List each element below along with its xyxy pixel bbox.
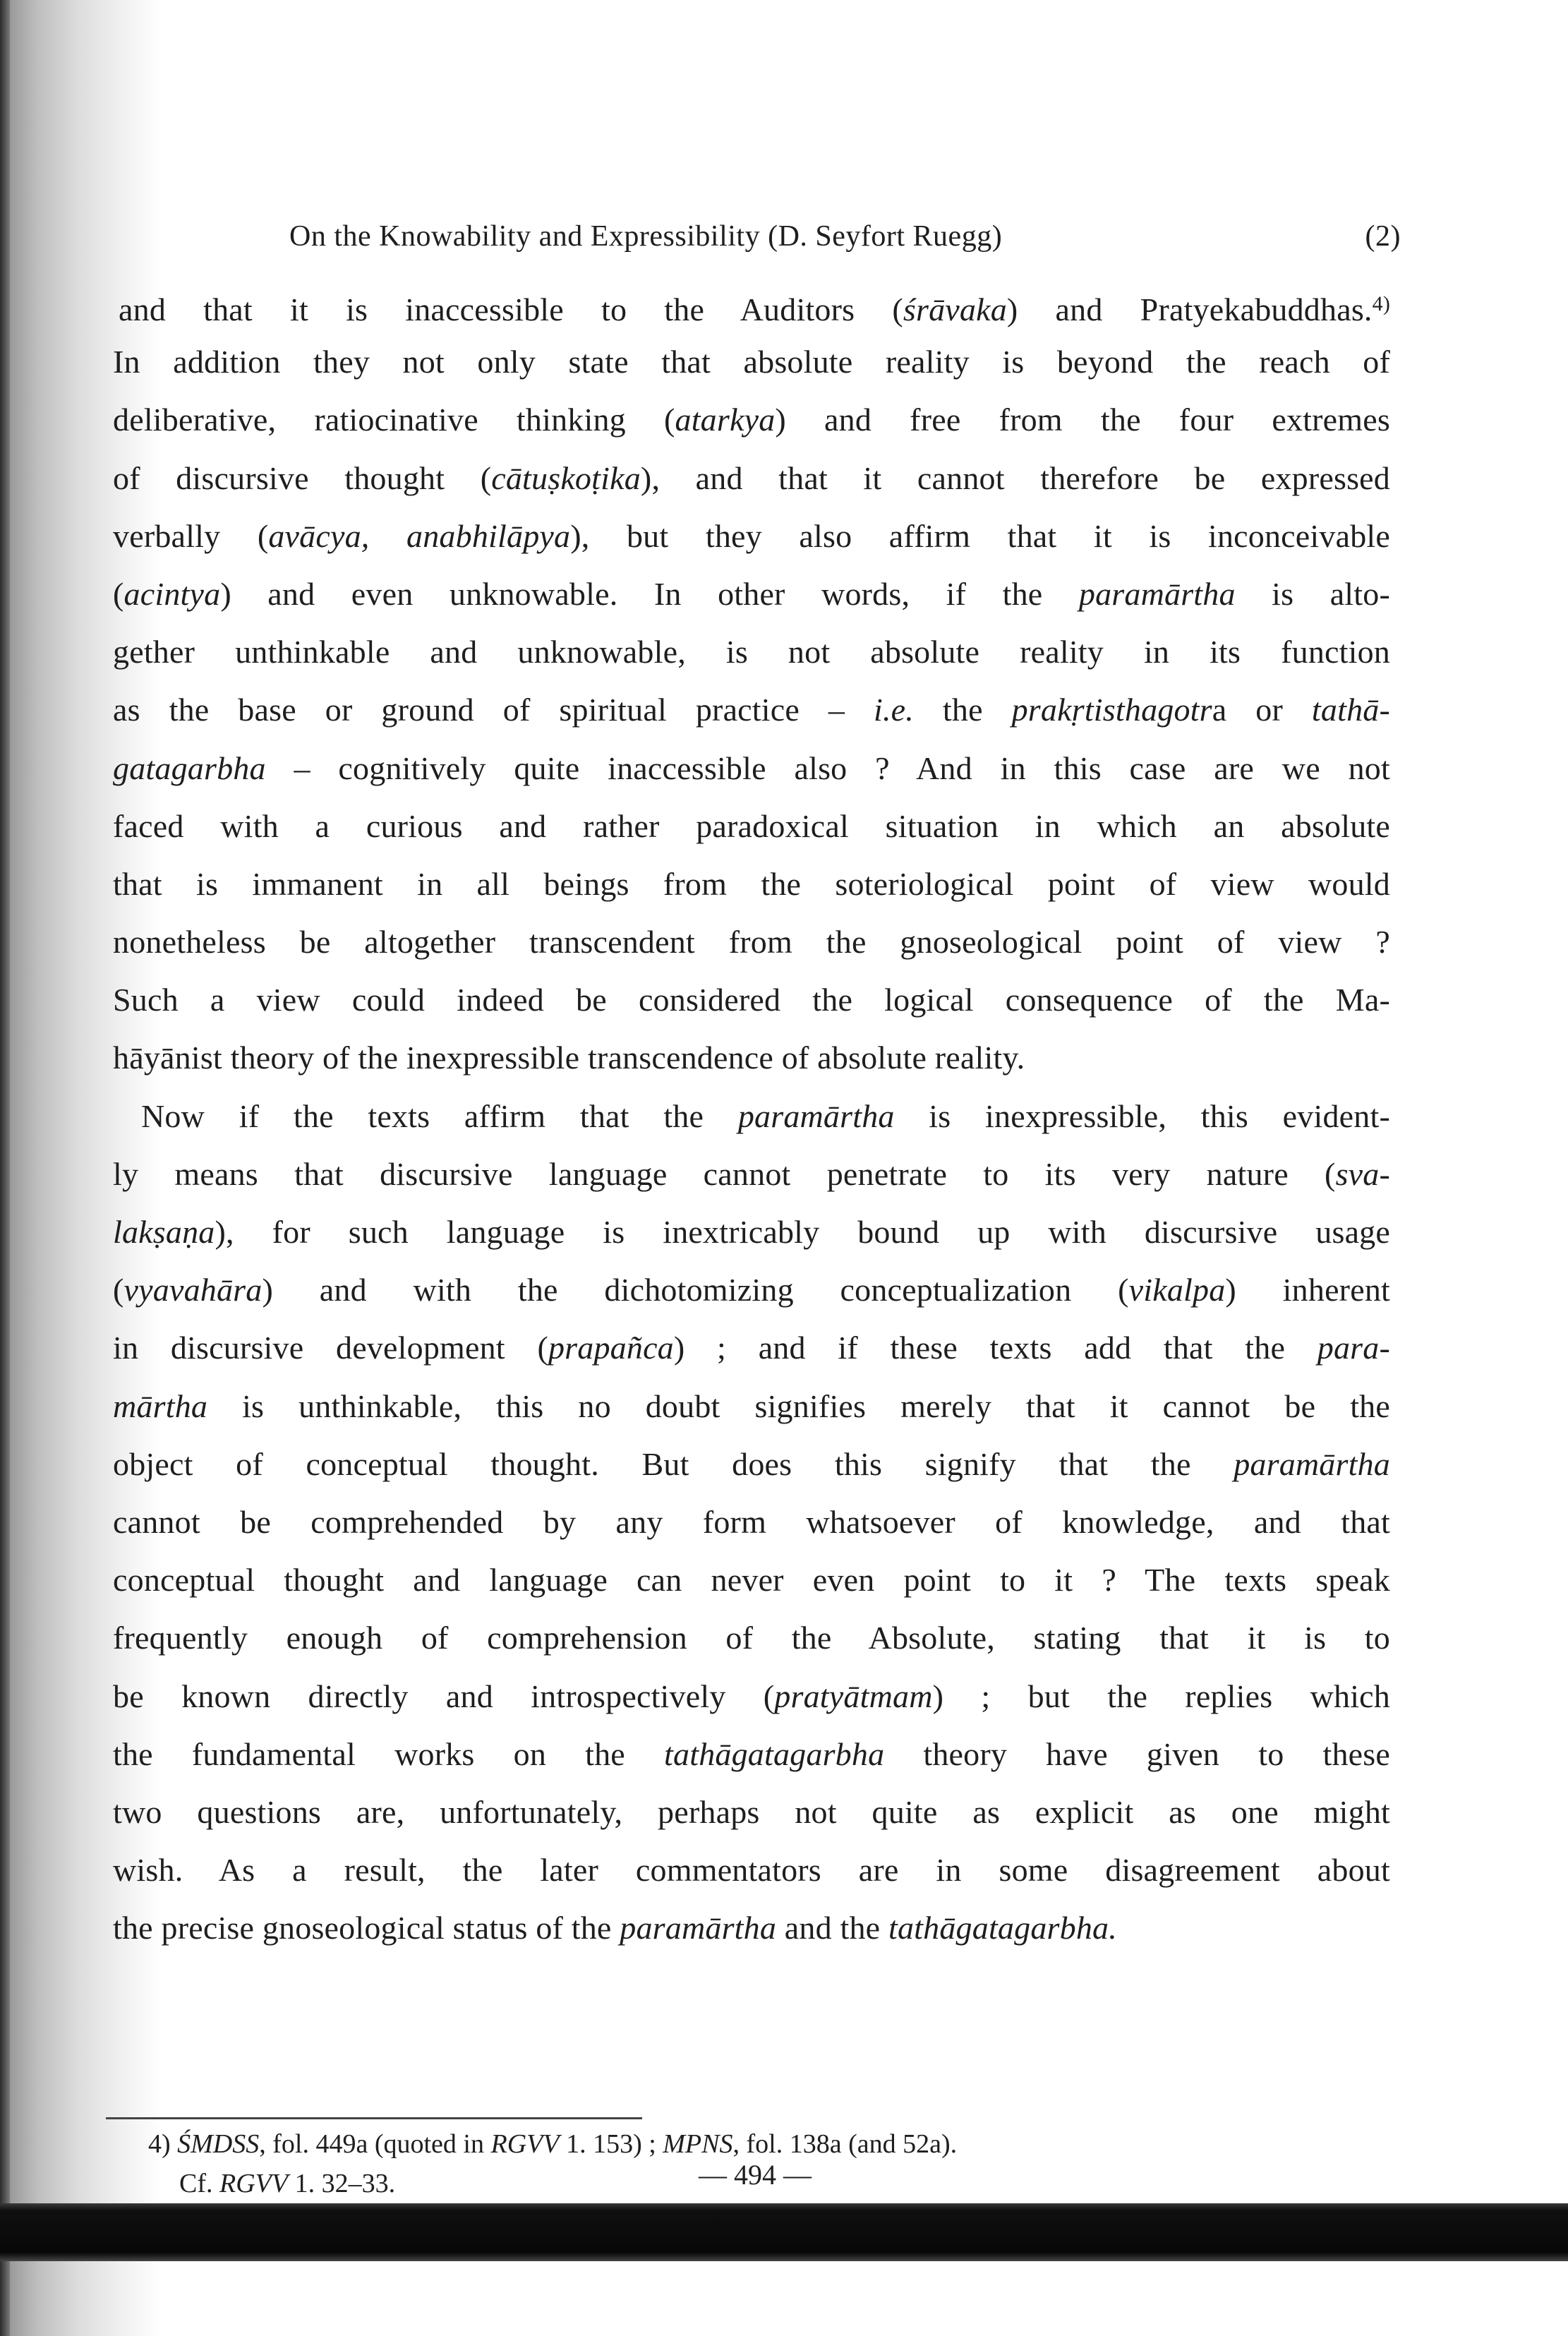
italic-term: RGVV bbox=[219, 2169, 289, 2198]
footnote-marker: 4) bbox=[148, 2129, 171, 2159]
text-line: frequently enough of comprehension of the Absolute, stating that it is to bbox=[113, 1620, 1390, 1656]
text-line: gatagarbha – cognitively quite inaccessible also ? And in this case are we not bbox=[113, 749, 1390, 786]
text-line: lakṣaṇa), for such language is inextricably bound up with discursive usage bbox=[113, 1214, 1390, 1250]
footnote-line-2: Cf. RGVV 1. 32–33. bbox=[179, 2169, 396, 2198]
text-line: Such a view could indeed be considered the logical consequence of the Ma- bbox=[113, 982, 1390, 1018]
italic-term: vyavahāra bbox=[123, 1272, 263, 1308]
italic-term: mārtha bbox=[113, 1387, 208, 1424]
text-line: (vyavahāra) and with the dichotomizing conceptualization (vikalpa) inherent bbox=[113, 1272, 1390, 1308]
text-line: (acintya) and even unknowable. In other words, if the paramārtha is alto- bbox=[113, 575, 1390, 612]
italic-term: gatagarbha bbox=[113, 749, 266, 786]
text-line: that is immanent in all beings from the soteriological point of view would bbox=[113, 865, 1390, 902]
text-line: faced with a curious and rather paradoxical situation in which an absolute bbox=[113, 807, 1390, 844]
scan-bottom-bar bbox=[0, 2203, 1568, 2261]
italic-term: paramārtha bbox=[620, 1910, 777, 1946]
italic-term: śrāvaka bbox=[903, 291, 1007, 327]
text-line: two questions are, unfortunately, perhaps not quite as explicit as one might bbox=[113, 1793, 1390, 1830]
text-line: hāyānist theory of the inexpressible transcendence of absolute reality. bbox=[113, 1040, 1025, 1076]
italic-term: vikalpa bbox=[1128, 1272, 1226, 1308]
text-line: wish. As a result, the later commentators are in some disagreement about bbox=[113, 1852, 1390, 1889]
text-line: cannot be comprehended by any form whatsoever of knowledge, and that bbox=[113, 1503, 1390, 1540]
footnote-rule bbox=[106, 2117, 642, 2119]
italic-term: pratyātmam bbox=[774, 1678, 933, 1714]
italic-term: prakṛtisthagotr bbox=[1011, 692, 1212, 728]
italic-term: para- bbox=[1317, 1330, 1390, 1366]
text-line: be known directly and introspectively (pratyātmam) ; but the replies which bbox=[113, 1678, 1390, 1714]
text-line: ly means that discursive language cannot penetrate to its very nature (sva- bbox=[113, 1155, 1390, 1192]
text-line: nonetheless be altogether transcendent from the gnoseological point of view ? bbox=[113, 924, 1390, 961]
text-line: as the base or ground of spiritual practice – i.e. the prakṛtisthagotra or tathā- bbox=[113, 692, 1390, 728]
italic-term: sva- bbox=[1335, 1155, 1390, 1192]
italic-term: avācya, anabhilāpya bbox=[268, 517, 571, 554]
text-line: mārtha is unthinkable, this no doubt signifies merely that it cannot be the bbox=[113, 1387, 1390, 1424]
italic-term: MPNS bbox=[663, 2129, 733, 2159]
text-line: object of conceptual thought. But does this signify that the paramārtha bbox=[113, 1445, 1390, 1482]
running-head-page-label: (2) bbox=[1365, 220, 1401, 253]
italic-term: i.e. bbox=[874, 692, 914, 728]
text-line: of discursive thought (cātuṣkoṭika), and that it cannot therefore be expressed bbox=[113, 459, 1390, 496]
italic-term: paramārtha bbox=[737, 1097, 895, 1134]
italic-term: tathāgatagarbha. bbox=[888, 1910, 1117, 1946]
text-line: in discursive development (prapañca) ; and if these texts add that the para- bbox=[113, 1330, 1390, 1366]
text-line: In addition they not only state that absolute reality is beyond the reach of bbox=[113, 344, 1390, 380]
italic-term: ŚMDSS bbox=[177, 2129, 260, 2159]
running-head bbox=[289, 215, 1401, 258]
running-head-title: On the Knowability and Expressibility (D. Seyfort Ruegg) bbox=[289, 220, 1003, 253]
page-number: — 494 — bbox=[699, 2159, 812, 2191]
italic-term: lakṣaṇa bbox=[113, 1214, 215, 1250]
italic-term: tathāgatagarbha bbox=[664, 1735, 885, 1772]
text-line: the fundamental works on the tathāgatagarbha theory have given to these bbox=[113, 1735, 1390, 1772]
text-line: verbally (avācya, anabhilāpya), but they also affirm that it is inconceivable bbox=[113, 517, 1390, 554]
main-text-block bbox=[113, 275, 1390, 1957]
text-line: deliberative, ratiocinative thinking (atarkya) and free from the four extremes bbox=[113, 402, 1390, 438]
italic-term: tathā- bbox=[1311, 692, 1390, 728]
italic-term: paramārtha bbox=[1078, 575, 1236, 612]
italic-term: acintya bbox=[123, 575, 221, 612]
footnote-line-1-text: ŚMDSS, fol. 449a (quoted in RGVV 1. 153) ; MPNS, fol. 138a (and 52a). bbox=[177, 2129, 958, 2159]
italic-term: paramārtha bbox=[1234, 1445, 1390, 1482]
italic-term: cātuṣkoṭika bbox=[491, 459, 641, 496]
text-line: gether unthinkable and unknowable, is not absolute reality in its function bbox=[113, 634, 1390, 670]
footnote-reference: 4) bbox=[1372, 292, 1390, 315]
italic-term: RGVV bbox=[490, 2129, 560, 2159]
text-line: Now if the texts affirm that the paramārtha is inexpressible, this evident- bbox=[141, 1097, 1390, 1134]
scan-edge-dark bbox=[0, 0, 10, 2336]
italic-term: prapañca bbox=[548, 1330, 674, 1366]
text-line: the precise gnoseological status of the paramārtha and the tathāgatagarbha. bbox=[113, 1910, 1117, 1946]
text-line: and that it is inaccessible to the Auditors (śrāvaka) and Pratyekabuddhas.$^{4)}$ bbox=[119, 291, 1390, 327]
text-line: conceptual thought and language can never even point to it ? The texts speak bbox=[113, 1562, 1390, 1599]
italic-term: atarkya bbox=[675, 402, 776, 438]
